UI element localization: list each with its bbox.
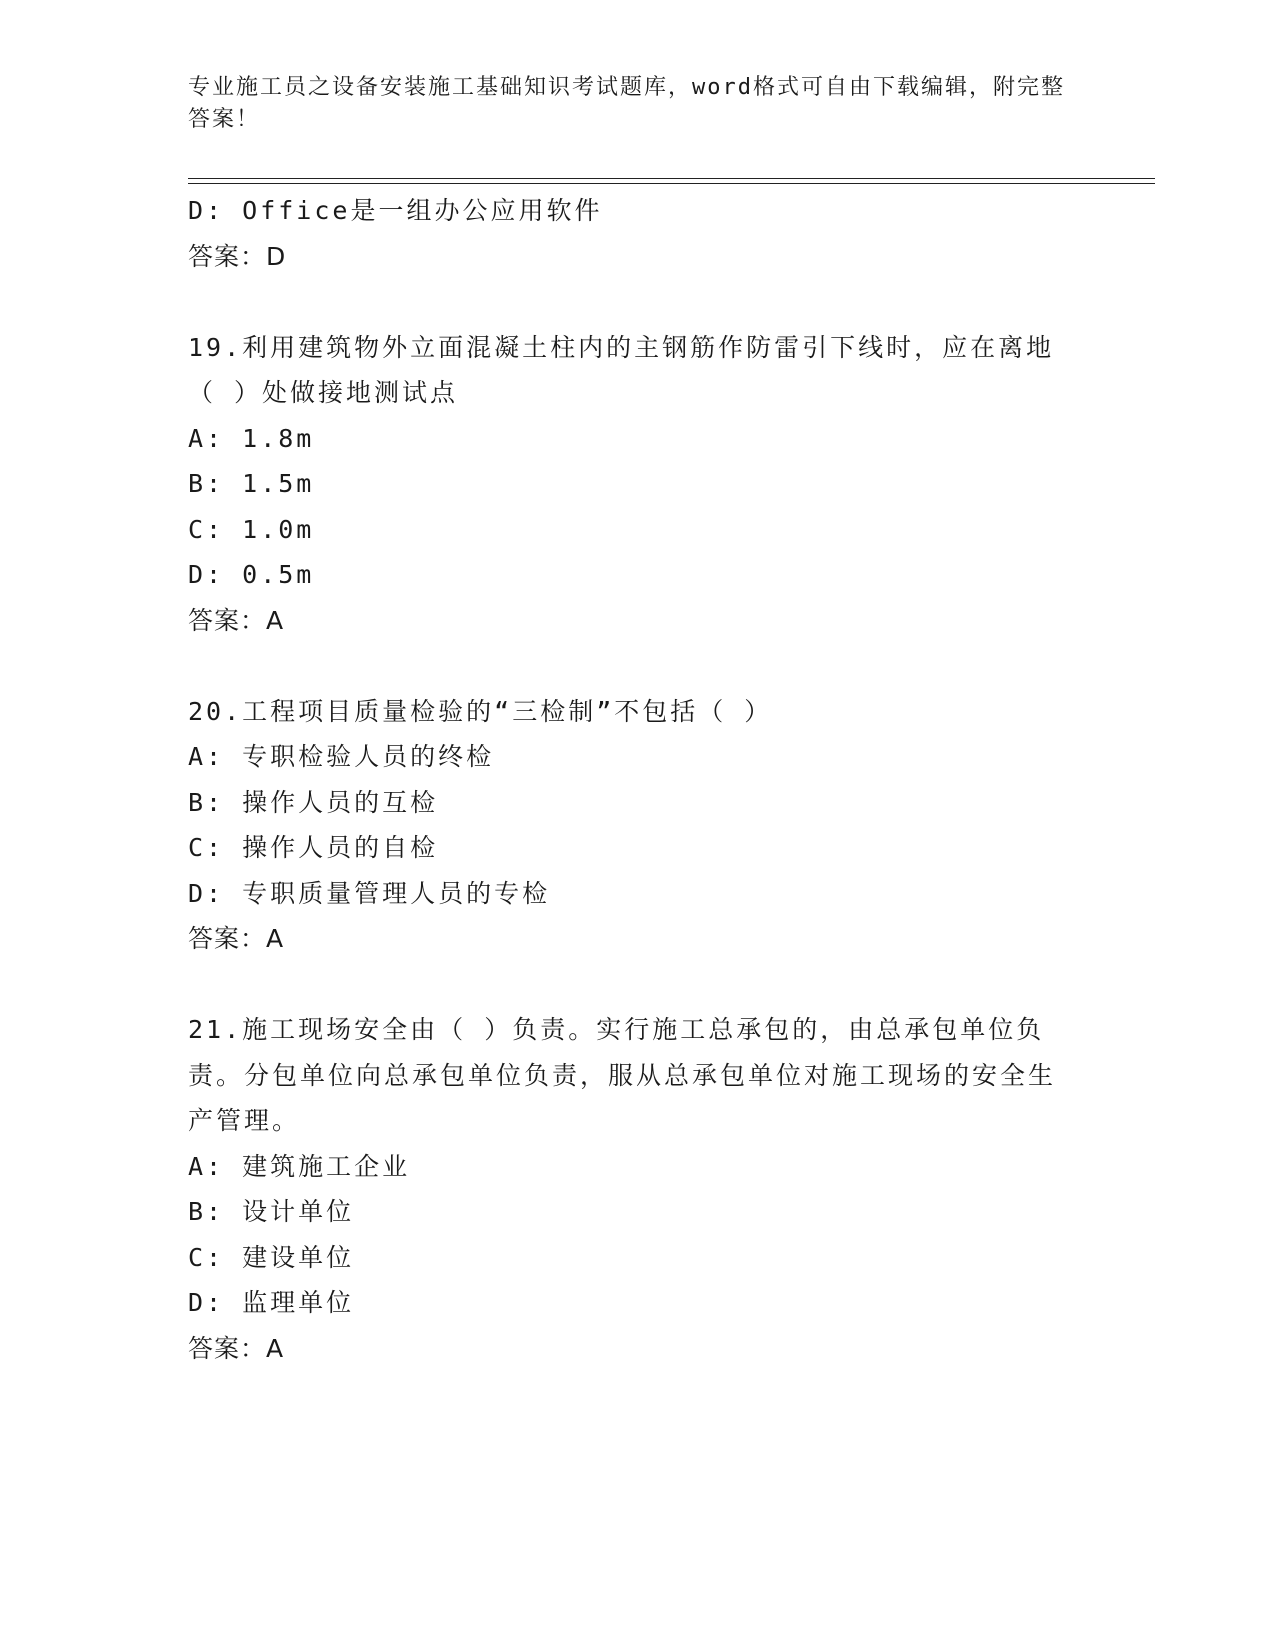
spacer — [188, 279, 1088, 325]
option-b: B: 操作人员的互检 — [188, 787, 439, 817]
header-divider-bottom — [188, 183, 1155, 184]
document-header: 专业施工员之设备安装施工基础知识考试题库，word格式可自由下载编辑，附完整答案！ — [188, 75, 1065, 132]
option-c: C: 操作人员的自检 — [188, 833, 439, 862]
question-21 — [188, 1007, 1088, 1371]
prev-option-d: D: Office是一组办公应用软件 — [188, 196, 603, 225]
question-stem: 20.工程项目质量检验的“三检制”不包括（ ） — [188, 696, 773, 726]
option-d: D: 监理单位 — [188, 1288, 355, 1317]
option-b: B: 设计单位 — [188, 1197, 355, 1226]
question-content — [188, 188, 1088, 1371]
option-c: C: 建设单位 — [188, 1242, 355, 1272]
option-a: A: 1.8m — [188, 423, 315, 453]
option-d: D: 专职质量管理人员的专检 — [188, 878, 551, 908]
option-d: D: 0.5m — [188, 560, 315, 589]
spacer — [188, 643, 1088, 689]
question-20 — [188, 689, 1088, 962]
option-a: A: 专职检验人员的终检 — [188, 742, 495, 771]
answer: 答案：A — [188, 605, 285, 635]
prev-answer: 答案：D — [188, 241, 287, 271]
answer: 答案：A — [188, 924, 285, 953]
question-19 — [188, 325, 1088, 644]
question-stem: 19.利用建筑物外立面混凝土柱内的主钢筋作防雷引下线时，应在离地（ ）处做接地测试点 — [188, 332, 1055, 407]
header-divider-top — [188, 178, 1155, 179]
question-stem: 21.施工现场安全由（ ）负责。实行施工总承包的，由总承包单位负责。分包单位向总承包单位负责，服从总承包单位对施工现场的安全生产管理。 — [188, 1015, 1057, 1135]
option-a: A: 建筑施工企业 — [188, 1151, 411, 1181]
option-b: B: 1.5m — [188, 469, 315, 498]
answer: 答案：A — [188, 1333, 285, 1363]
option-c: C: 1.0m — [188, 514, 315, 544]
spacer — [188, 962, 1088, 1008]
